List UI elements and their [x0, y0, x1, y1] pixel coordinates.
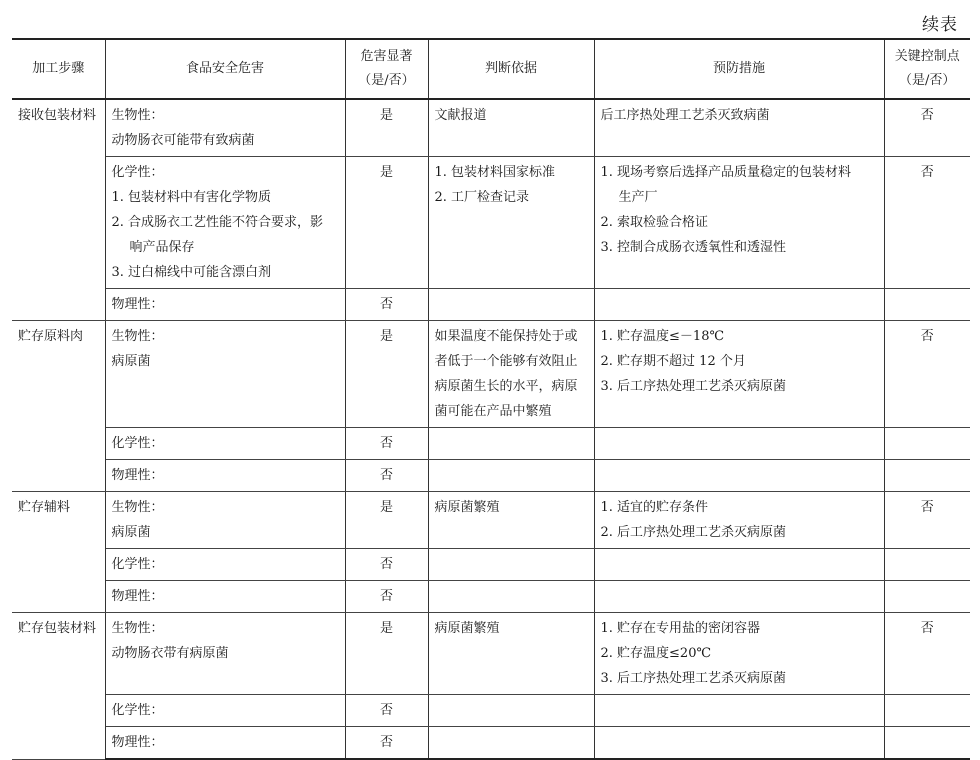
measures-cell: [594, 289, 884, 321]
significant-cell: 是: [345, 99, 428, 157]
significant-cell: 是: [345, 321, 428, 428]
haccp-hazard-analysis-table: [12, 38, 970, 760]
measures-cell: [594, 460, 884, 492]
basis-cell: [428, 321, 594, 428]
table-row: [12, 695, 970, 727]
basis-cell: [428, 289, 594, 321]
table-row: [12, 492, 970, 549]
table-header-row: [12, 39, 970, 99]
measures-cell: [594, 321, 884, 428]
header-critical-control-point: 关键控制点（是/否）: [884, 39, 970, 99]
significant-cell: 否: [345, 727, 428, 760]
table-row: [12, 613, 970, 695]
hazard-cell: 物理性：: [105, 727, 345, 760]
hazard-description: 动物肠衣可能带有致病菌: [111, 133, 255, 148]
basis-cell: [428, 460, 594, 492]
hazard-type-label: 生物性：: [111, 621, 164, 636]
table-row: [12, 549, 970, 581]
basis-cell: [428, 549, 594, 581]
table-row: [12, 99, 970, 157]
step-cell: 贮存原料肉: [12, 321, 105, 492]
basis-cell: 病原菌繁殖: [428, 492, 594, 549]
measure-item: 3. 控制合成肠衣透氧性和透湿性: [600, 240, 787, 255]
hazard-description: 动物肠衣带有病原菌: [111, 646, 229, 661]
significant-cell: 否: [345, 460, 428, 492]
hazard-description: 病原菌: [111, 354, 151, 369]
measure-item: 3. 后工序热处理工艺杀灭病原菌: [600, 379, 787, 394]
hazard-type-label: 生物性：: [111, 500, 164, 515]
basis-cell: 病原菌繁殖: [428, 613, 594, 695]
measures-cell: [594, 695, 884, 727]
measures-cell: [594, 581, 884, 613]
continued-table-label: 续表: [922, 15, 958, 35]
measures-cell: [594, 613, 884, 695]
measure-item: 1. 贮存在专用盐的密闭容器: [600, 621, 761, 636]
measure-item: 2. 索取检验合格证: [600, 215, 709, 230]
measure-item: 1. 适宜的贮存条件: [600, 500, 709, 515]
significant-cell: 否: [345, 428, 428, 460]
ccp-cell: [884, 460, 970, 492]
basis-item: 2. 工厂检查记录: [434, 190, 530, 205]
significant-cell: 是: [345, 157, 428, 289]
table-row: [12, 428, 970, 460]
measure-item: 1. 现场考察后选择产品质量稳定的包装材料: [600, 165, 852, 180]
basis-line: 病原菌生长的水平，病原: [434, 379, 578, 394]
hazard-cell: [105, 613, 345, 695]
ccp-cell: 否: [884, 321, 970, 428]
significant-cell: 否: [345, 549, 428, 581]
header-food-safety-hazard: 食品安全危害: [105, 39, 345, 99]
measure-item: 2. 后工序热处理工艺杀灭病原菌: [600, 525, 787, 540]
basis-cell: 文献报道: [428, 99, 594, 157]
measures-cell: [594, 549, 884, 581]
measure-item: 1. 贮存温度≤－18℃: [600, 329, 725, 344]
step-cell: 接收包装材料: [12, 99, 105, 321]
hazard-item: 2. 合成肠衣工艺性能不符合要求，影: [111, 215, 324, 230]
measure-item: 3. 后工序热处理工艺杀灭病原菌: [600, 671, 787, 686]
measure-item: 2. 贮存温度≤20℃: [600, 646, 712, 661]
measures-cell: [594, 157, 884, 289]
table-row: [12, 289, 970, 321]
measure-item: 2. 贮存期不超过 12 个月: [600, 354, 746, 369]
measures-cell: [594, 727, 884, 760]
ccp-cell: 否: [884, 492, 970, 549]
hazard-cell: 化学性：: [105, 549, 345, 581]
basis-cell: [428, 727, 594, 760]
basis-cell: [428, 157, 594, 289]
step-cell: 贮存包装材料: [12, 613, 105, 760]
measures-cell: [594, 428, 884, 460]
measure-item-continued: 生产厂: [618, 190, 658, 205]
basis-line: 者低于一个能够有效阻止: [434, 354, 578, 369]
ccp-cell: 否: [884, 157, 970, 289]
ccp-cell: [884, 727, 970, 760]
basis-cell: [428, 695, 594, 727]
significant-cell: 否: [345, 581, 428, 613]
ccp-cell: [884, 549, 970, 581]
ccp-cell: [884, 581, 970, 613]
table-row: [12, 157, 970, 289]
header-significant-hazard: 危害显著（是/否）: [345, 39, 428, 99]
significant-cell: 否: [345, 695, 428, 727]
hazard-cell: [105, 321, 345, 428]
ccp-cell: [884, 428, 970, 460]
hazard-cell: 化学性：: [105, 428, 345, 460]
header-preventive-measures: 预防措施: [594, 39, 884, 99]
hazard-type-label: 化学性：: [111, 165, 164, 180]
hazard-cell: [105, 492, 345, 549]
header-processing-step: 加工步骤: [12, 39, 105, 99]
hazard-item-continued: 响产品保存: [129, 240, 195, 255]
hazard-cell: [105, 99, 345, 157]
ccp-cell: 否: [884, 99, 970, 157]
hazard-description: 病原菌: [111, 525, 151, 540]
hazard-cell: [105, 157, 345, 289]
significant-cell: 是: [345, 613, 428, 695]
table-row: [12, 581, 970, 613]
ccp-cell: [884, 695, 970, 727]
significant-cell: 是: [345, 492, 428, 549]
hazard-cell: 物理性：: [105, 581, 345, 613]
hazard-cell: 化学性：: [105, 695, 345, 727]
hazard-item: 1. 包装材料中有害化学物质: [111, 190, 272, 205]
hazard-cell: 物理性：: [105, 460, 345, 492]
basis-line: 菌可能在产品中繁殖: [434, 404, 552, 419]
table-row: [12, 460, 970, 492]
ccp-cell: [884, 289, 970, 321]
measures-cell: 后工序热处理工艺杀灭致病菌: [594, 99, 884, 157]
table-row: [12, 321, 970, 428]
table-row: [12, 727, 970, 760]
hazard-type-label: 生物性：: [111, 108, 164, 123]
header-basis: 判断依据: [428, 39, 594, 99]
step-cell: 贮存辅料: [12, 492, 105, 613]
basis-line: 如果温度不能保持处于或: [434, 329, 578, 344]
hazard-type-label: 生物性：: [111, 329, 164, 344]
basis-cell: [428, 581, 594, 613]
measures-cell: [594, 492, 884, 549]
significant-cell: 否: [345, 289, 428, 321]
ccp-cell: 否: [884, 613, 970, 695]
basis-cell: [428, 428, 594, 460]
basis-item: 1. 包装材料国家标准: [434, 165, 556, 180]
hazard-item: 3. 过白棉线中可能含漂白剂: [111, 265, 272, 280]
hazard-cell: 物理性：: [105, 289, 345, 321]
